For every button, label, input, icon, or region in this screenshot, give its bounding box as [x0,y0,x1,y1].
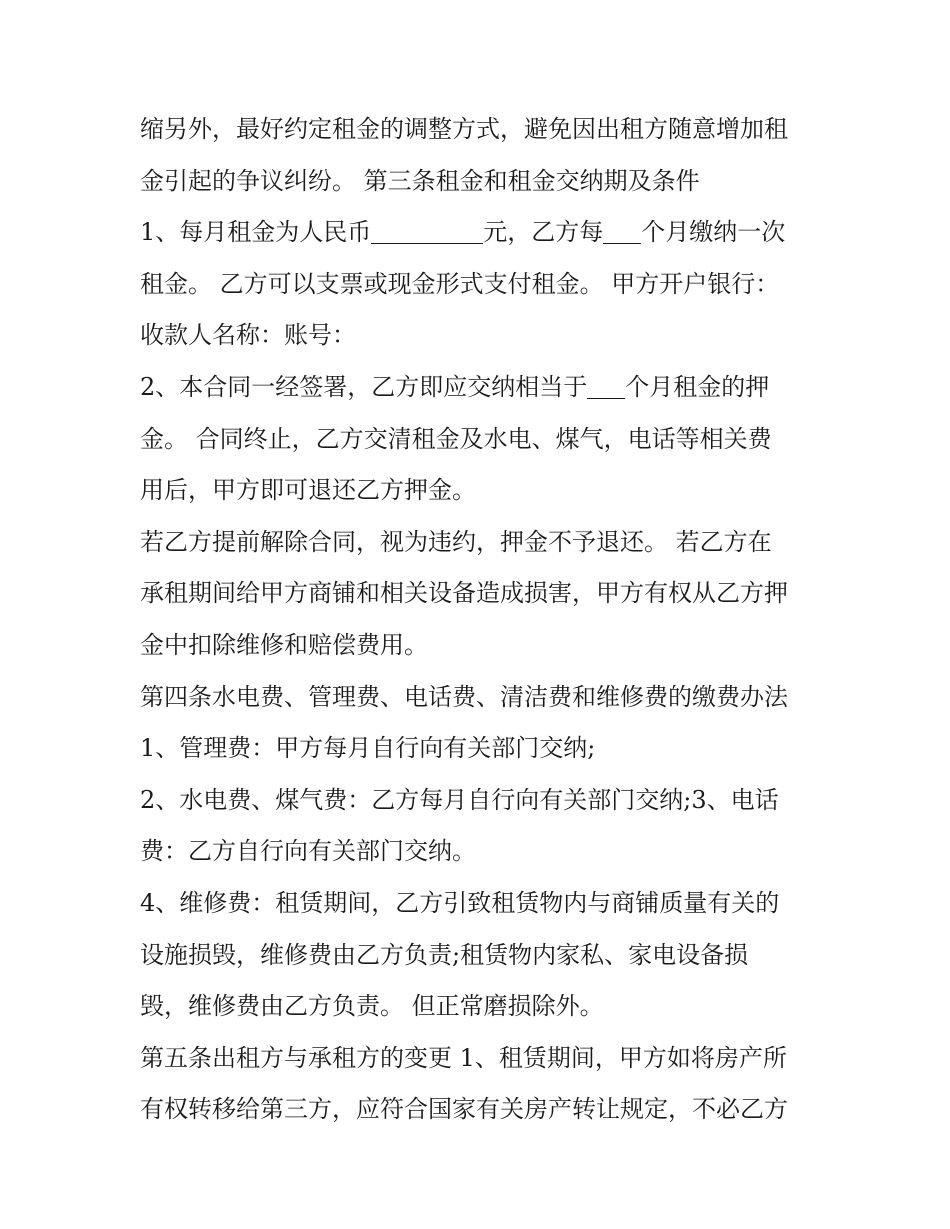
text-line: 第五条出租方与承租方的变更 1、租赁期间，甲方如将房产所 [140,1043,787,1072]
text-line: 费：乙方自行向有关部门交纳。 [140,837,476,866]
text-fragment: 个月缴纳一次 [641,218,786,247]
text-line: 4、维修费：租赁期间，乙方引致租赁物内与商铺质量有关的 [140,888,780,917]
text-line: 金。 合同终止，乙方交清租金及水电、煤气，电话等相关费 [140,424,772,453]
text-line-deposit [140,362,830,414]
text-line: 金引起的争议纠纷。 第三条租金和租金交纳期及条件 [140,166,700,195]
text-line: 承租期间给甲方商铺和相关设备造成损害，甲方有权从乙方押 [140,579,788,608]
text-line: 缩另外，最好约定租金的调整方式，避免因出租方随意增加租 [140,115,788,143]
rent-amount-blank [371,216,483,243]
text-line: 收款人名称：账号： [140,321,356,350]
text-line: 若乙方提前解除合同，视为违约，押金不予退还。 若乙方在 [140,527,772,556]
payment-interval-blank [603,216,641,243]
text-line: 第四条水电费、管理费、电话费、清洁费和维修费的缴费办法 [140,682,788,711]
text-line: 租金。 乙方可以支票或现金形式支付租金。 甲方开户银行： [140,269,780,298]
text-fragment: 个月租金的押 [625,372,770,401]
text-line: 1、管理费：甲方每月自行向有关部门交纳; [140,734,596,763]
text-fragment: 2、本合同一经签署，乙方即应交纳相当于 [140,372,588,401]
document-body [140,104,830,1136]
text-line: 2、水电费、煤气费：乙方每月自行向有关部门交纳;3、电话 [140,785,779,814]
text-line-rent-amount [140,207,830,259]
text-line: 毁，维修费由乙方负责。 但正常磨损除外。 [140,992,604,1021]
text-line: 金中扣除维修和赔偿费用。 [140,630,428,659]
text-fragment: 元，乙方每 [483,218,604,247]
text-line: 有权转移给第三方，应符合国家有关房产转让规定，不必乙方 [140,1095,788,1124]
deposit-months-blank [587,371,625,398]
text-line: 用后，甲方即可退还乙方押金。 [140,476,476,505]
text-fragment: 1、每月租金为人民币 [140,218,372,247]
text-line: 设施损毁，维修费由乙方负责;租赁物内家私、家电设备损 [140,940,749,969]
